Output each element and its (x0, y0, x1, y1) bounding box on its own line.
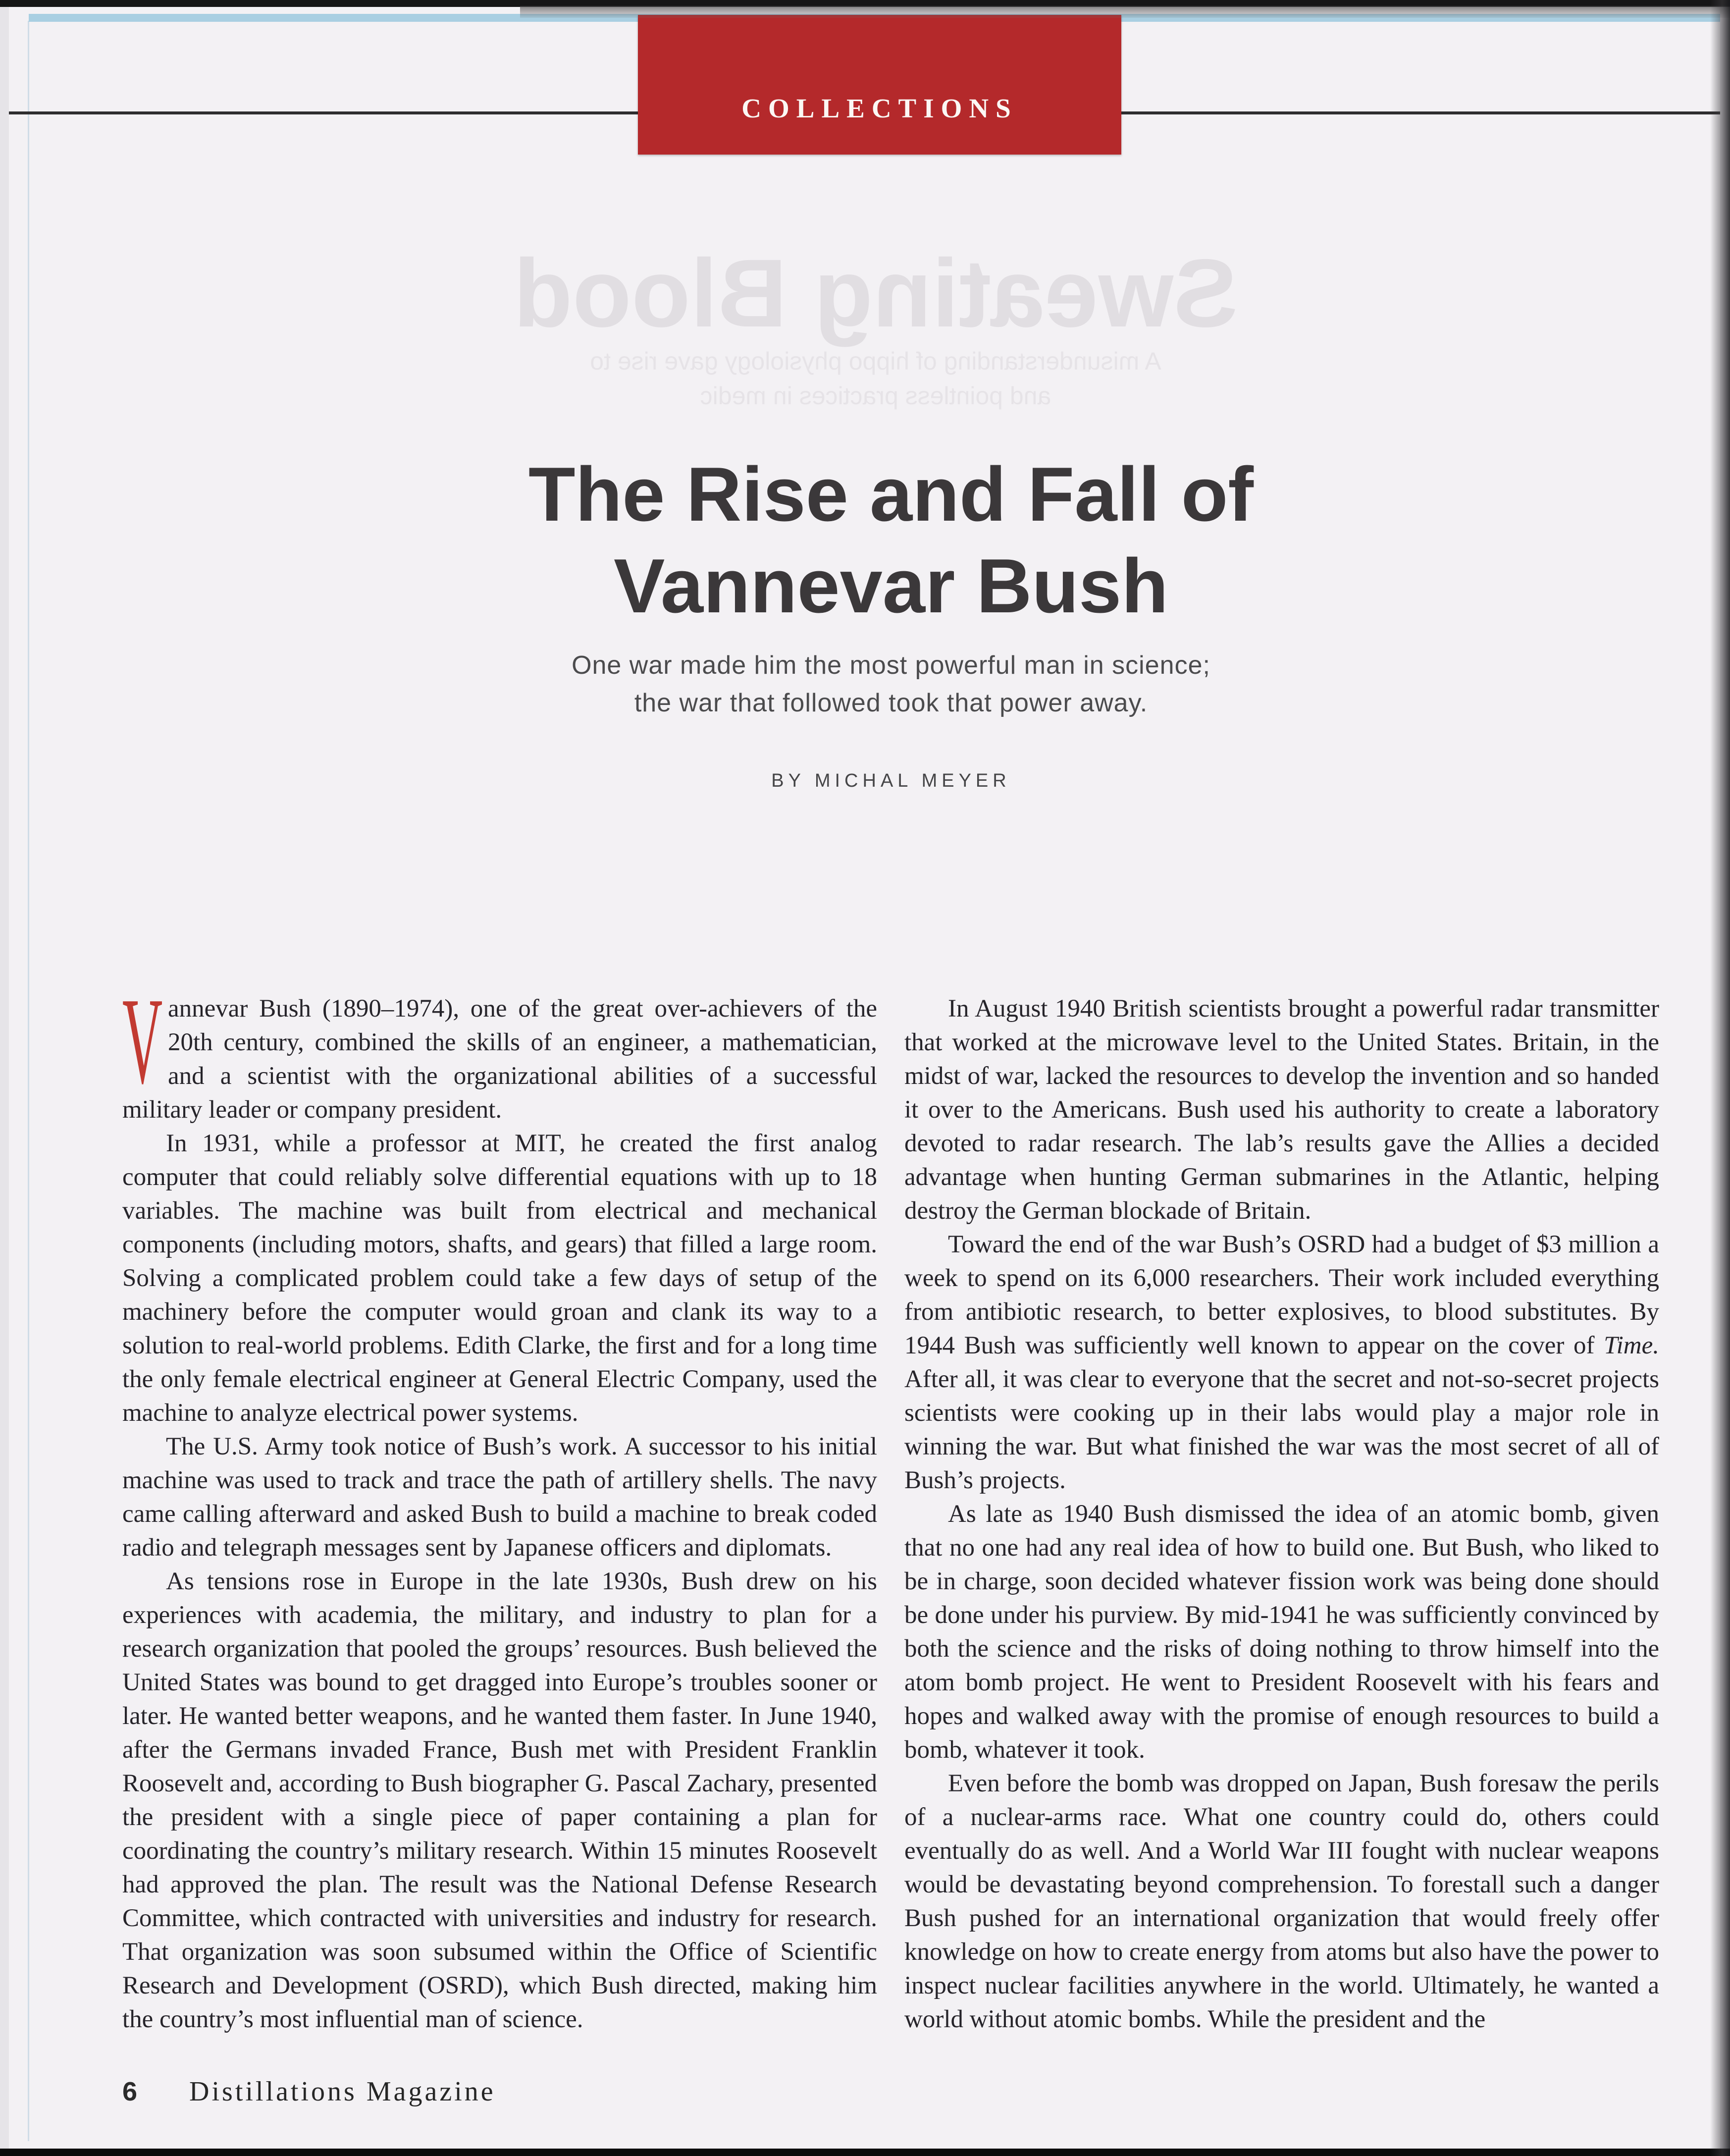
article-title-line1: The Rise and Fall of (528, 451, 1254, 537)
article-column-left (122, 972, 877, 2036)
paragraph-text: annevar Bush (1890–1974), one of the great over-achievers of the 20th century, combined the skills of an engineer, a mathematician, and a scientist with the organizational abilities of a successful military leader or company president. (122, 995, 877, 1124)
magazine-name: Distillations Magazine (189, 2076, 496, 2107)
article-paragraph: In August 1940 British scientists brought a powerful radar transmitter that worked at the microwave level to the United States. Britain, in the midst of war, lacked the resources to develop the invention and so handed it over to the Americans. Bush used his authority to create a laboratory devoted to radar research. The lab’s results gave the Allies a decided advantage when hunting German submarines in the Atlantic, helping destroy the German blockade of Britain. (904, 995, 1659, 1225)
article-paragraph (904, 1228, 1659, 1497)
article-paragraph (122, 972, 877, 1127)
article-column-right (904, 992, 1659, 2036)
article-paragraph: Even before the bomb was dropped on Japan, Bush foresaw the perils of a nuclear-arms race. What one country could do, others could eventually do as well. And a World War III fought with nuclear weapons would be devastating beyond comprehension. To forestall such a danger Bush pushed for an international organization that would freely offer knowledge on how to create energy from atoms but also have the power to inspect nuclear facilities anywhere in the world. Ultimately, he wanted a world without atomic bombs. While the president and the (904, 1770, 1659, 2033)
scan-edge-right-shadow (1710, 0, 1730, 2156)
byline: BY MICHAL MEYER (771, 770, 1011, 791)
article-paragraph: In 1931, while a professor at MIT, he created the first analog computer that could reliably solve differential equations with up to 18 variables. The machine was built from electrical and mechanical components (including motors, shafts, and gears) that filled a large room. Solving a complicated problem could take a few days of setup of the machinery before the computer would groan and clank its way to a solution to real-world problems. Edith Clarke, the first and for a long time the only female electrical engineer at General Electric Company, used the machine to analyze electrical power systems. (122, 1130, 877, 1427)
paper-sheet (9, 6, 1720, 2149)
bleed-through-subtitle-line1: A misunderstanding of hippo physiology gave rise to (590, 347, 1161, 375)
article-subtitle-line1: One war made him the most powerful man in science; (572, 651, 1210, 680)
bleed-through-subtitle-line2: and pointless practices in medic (700, 382, 1051, 410)
italic-magazine-name: Time. (1604, 1332, 1659, 1359)
drop-cap-letter: V (122, 972, 163, 1110)
article-subtitle-line2: the war that followed took that power away. (634, 689, 1148, 717)
article-paragraph: As late as 1940 Bush dismissed the idea of an atomic bomb, given that no one had any real idea of how to build one. But Bush, who liked to be in charge, soon decided whatever fission work was being done should be done under his purview. By mid-1941 he was sufficiently convinced by both the science and the risks of doing nothing to throw himself into the atom bomb project. He went to President Roosevelt with his fears and hopes and walked away with the promise of enough resources to build a bomb, whatever it took. (904, 1500, 1659, 1764)
section-banner-label: COLLECTIONS (741, 93, 1018, 123)
page-number: 6 (122, 2077, 138, 2106)
bleed-through-title: Sweating Blood (513, 239, 1238, 347)
paragraph-text: Toward the end of the war Bush’s OSRD had a budget of $3 million a week to spend on its 6,000 researchers. Their work included everything from antibiotic research, to better explosives, to blood substitutes. By 1944 Bush was sufficiently well known to appear on the cover of (904, 1231, 1659, 1359)
article-paragraph: As tensions rose in Europe in the late 1930s, Bush drew on his experiences with academia, the military, and industry to plan for a research organization that pooled the groups’ resources. Bush believed the United States was bound to get dragged into Europe’s troubles sooner or later. He wanted better weapons, and he wanted them faster. In June 1940, after the Germans invaded France, Bush met with President Franklin Roosevelt and, according to Bush biographer G. Pascal Zachary, presented the president with a single piece of paper containing a plan for coordinating the country’s military research. Within 15 minutes Roosevelt had approved the plan. The result was the National Defense Research Committee, which contracted with universities and industry for research. That organization was soon subsumed within the Office of Scientific Research and Development (OSRD), which Bush directed, making him the country’s most influential man of science. (122, 1567, 877, 2033)
section-banner (638, 15, 1121, 155)
article-subtitle (123, 647, 1659, 722)
paragraph-text: After all, it was clear to everyone that the secret and not-so-secret projects scientists were cooking up in their labs would play a major role in winning the war. But what finished the war was the most secret of all of Bush’s projects. (904, 1365, 1659, 1494)
article-title (123, 448, 1659, 632)
scan-edge-bottom (0, 2149, 1730, 2156)
article-paragraph: The U.S. Army took notice of Bush’s work. A successor to his initial machine was used to track and trace the path of artillery shells. The navy came calling afterward and asked Bush to build a machine to break coded radio and telegraph messages sent by Japanese officers and diplomats. (122, 1433, 877, 1562)
scan-edge-top-shadow (520, 6, 1730, 18)
page-left-edge-line (28, 21, 29, 2141)
article-title-line2: Vannevar Bush (614, 543, 1168, 629)
page-footer (122, 2076, 1113, 2107)
